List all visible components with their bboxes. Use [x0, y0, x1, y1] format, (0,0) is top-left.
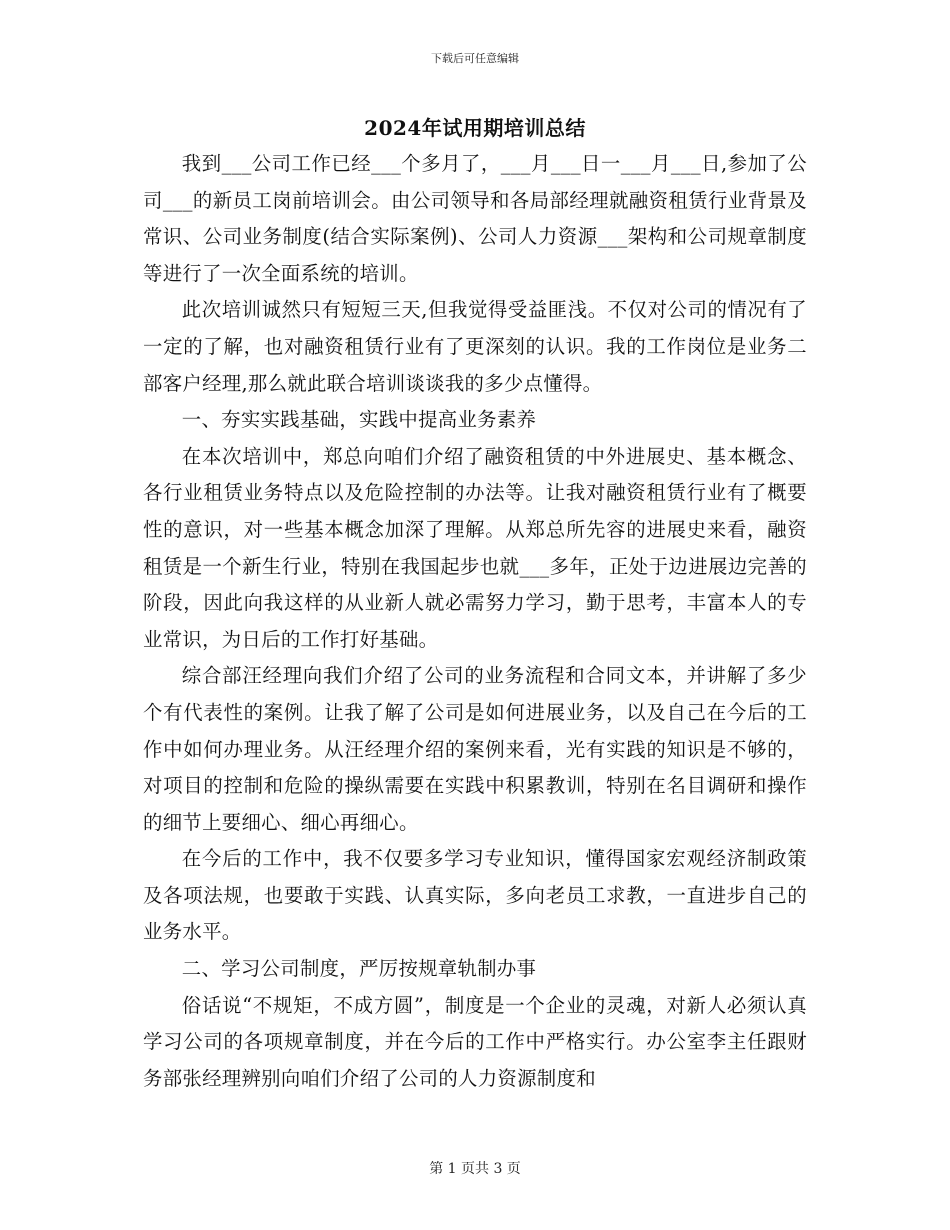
section-heading: 一、夯实实践基础，实践中提高业务素养	[181, 408, 537, 432]
paragraph: 此次培训诚然只有短短三天,但我觉得受益匪浅。不仅对公司的情况有了一定的了解，也对融资租赁行业有了更深刻的认识。我的工作岗位是业务二部客户经理,那么就此联合培训谈谈我的多少点懂得。	[143, 298, 807, 395]
section-heading: 二、学习公司制度，严厉按规章轨制办事	[181, 957, 537, 981]
page-footer: 第 1 页共 3 页	[429, 1161, 521, 1177]
document-title: 2024年试用期培训总结	[364, 116, 586, 140]
paragraph: 在本次培训中，郑总向咱们介绍了融资租赁的中外进展史、基本概念、各行业租赁业务特点以及危险控制的办法等。让我对融资租赁行业有了概要性的意识，对一些基本概念加深了理解。从郑总所先容的进展史来看，融资租赁是一个新生行业，特别在我国起步也就___多年，正处于边进展边完善的阶段，因此向我这样的从业新人就必需努力学习，勤于思考，丰富本人的专业常识，为日后的工作打好基础。	[143, 444, 807, 651]
page-header: 下载后可任意编辑	[431, 52, 519, 65]
paragraph: 在今后的工作中，我不仅要多学习专业知识，懂得国家宏观经济制政策及各项法规，也要敢于实践、认真实际，多向老员工求教，一直进步自己的业务水平。	[143, 847, 807, 944]
paragraph: 俗话说“不规矩，不成方圆”，制度是一个企业的灵魂，对新人必须认真学习公司的各项规章制度，并在今后的工作中严格实行。办公室李主任跟财务部张经理辨别向咱们介绍了公司的人力资源制度和	[143, 993, 807, 1090]
paragraph: 我到___公司工作已经___个多月了，___月___日一___月___日,参加了公司___的新员工岗前培训会。由公司领导和各局部经理就融资租赁行业背景及常识、公司业务制度(结合实际案例)、公司人力资源___架构和公司规章制度等进行了一次全面系统的培训。	[143, 152, 807, 285]
document-body	[143, 146, 807, 1097]
paragraph: 综合部汪经理向我们介绍了公司的业务流程和合同文本，并讲解了多少个有代表性的案例。让我了解了公司是如何进展业务，以及自己在今后的工作中如何办理业务。从汪经理介绍的案例来看，光有实践的知识是不够的，对项目的控制和危险的操纵需要在实践中积累教训，特别在名目调研和操作的细节上要细心、细心再细心。	[143, 664, 807, 834]
